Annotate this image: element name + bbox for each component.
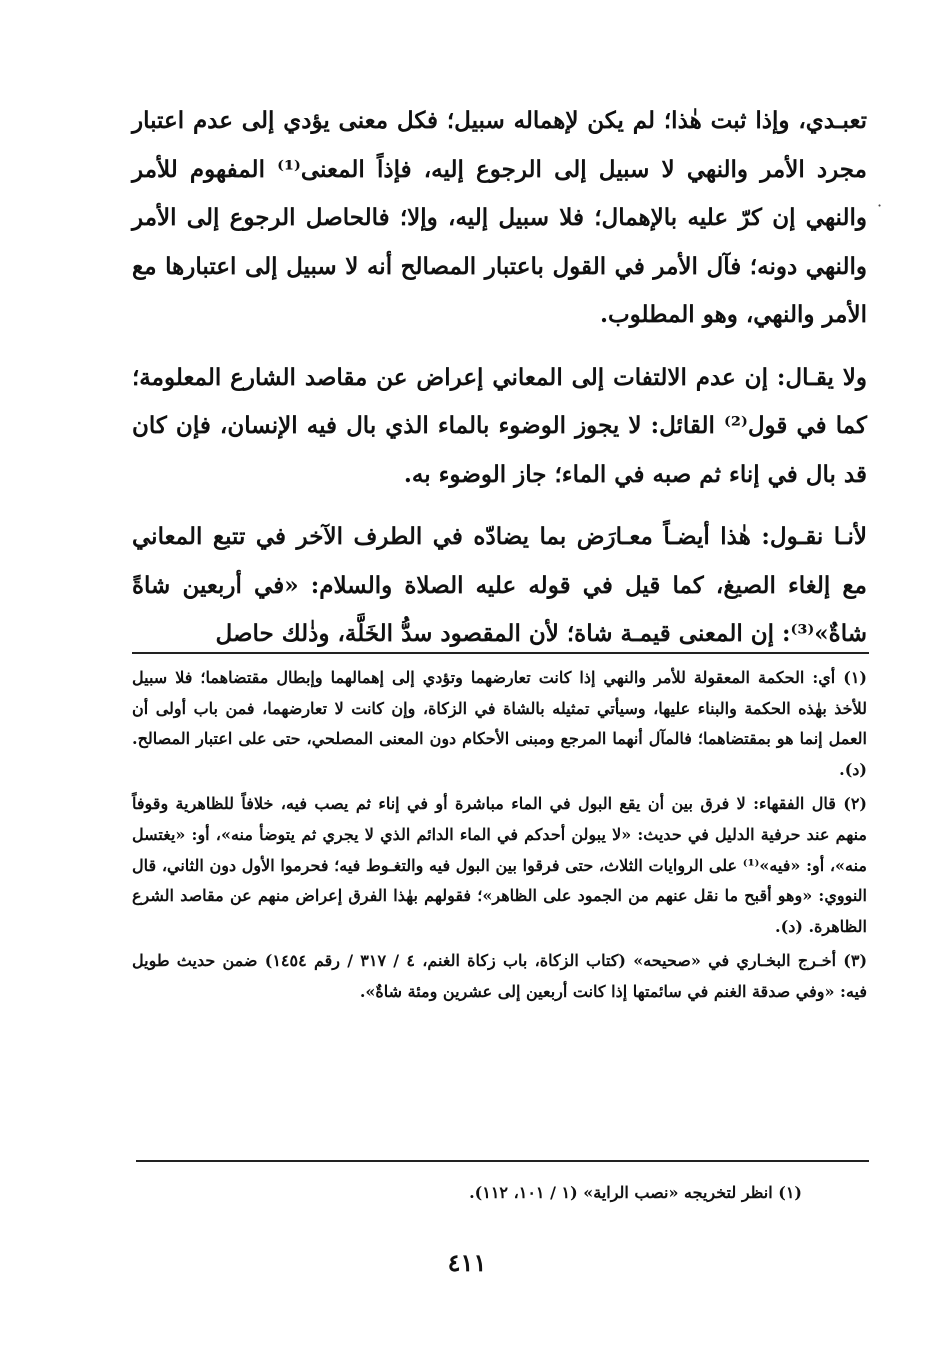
footnote-divider [132, 652, 869, 654]
sub-footnote: (١) انظر لتخريجه «نصب الراية» (١ / ١٠١، ١١٢). [469, 1183, 802, 1202]
body-paragraph-2: ولا يقـال: إن عدم الالتفات إلى المعاني إعراض عن مقاصد الشارع المعلومة؛ كما في قول⁽²⁾ القائل: لا يجوز الوضوء بالماء الذي بال فيه الإنسان، فإن كان قد بال في إناء ثم صبه في الماء؛ جاز الوضوء به. [132, 363, 867, 488]
margin-mark: · [877, 196, 883, 215]
footnote-1: (١) أي: الحكمة المعقولة للأمر والنهي إذا كانت تعارضهما وتؤدي إلى إهمالهما وإبطال مقتضاهما؛ فلا سبيل للأخذ بهٰذه الحكمة والبناء عليها، وسيأتي تمثيله بالشاة في الزكاة، وإن كانت لا تعارضهما، فمن باب أولى أن العمل إنما هو بمقتضاهما؛ فالمآل أنهما المرجع ومبنى الأحكام دون المعنى المصلحي، حتى على اعتبار المصالح. (د). [132, 668, 867, 779]
body-paragraph-1: تعبـدي، وإذا ثبت هٰذا؛ لم يكن لإهماله سبيل؛ فكل معنى يؤدي إلى عدم اعتبار مجرد الأمر والنهي لا سبيل إلى الرجوع إليه، فإذاً المعنى⁽¹⁾ المفهوم للأمر والنهي إن كرّ عليه بالإهمال؛ فلا سبيل إليه، وإلا؛ فالحاصل الرجوع إلى الأمر والنهي دونه؛ فآل الأمر في القول باعتبار المصالح أنه لا سبيل إلى اعتبارها مع الأمر والنهي، وهو المطلوب. [132, 107, 867, 328]
sub-footnote-divider [136, 1160, 869, 1162]
footnotes-block [132, 663, 867, 1008]
body-paragraph-3: لأنـا نقـول: هٰذا أيضـاً معـارَض بما يضادّه في الطرف الآخر في تتبع المعاني مع إلغاء الصيغ، كما قيل في قوله عليه الصلاة والسلام: «في أربعين شاةً شاةٌ»⁽³⁾: إن المعنى قيمـة شاة؛ لأن المقصود سدُّ الخَلَّة، وذٰلك حاصل [132, 523, 867, 647]
main-text-block [132, 97, 867, 659]
footnote-3: (٣) أخـرج البخـاري في «صحيحه» (كتاب الزكاة، باب زكاة الغنم، ٤ / ٣١٧ / رقم ١٤٥٤) ضمن حديث طويل فيه: «وفي صدقة الغنم في سائمتها إذا كانت أربعين إلى عشرين ومئة شاةٌ». [132, 951, 868, 1001]
page-number: ٤١١ [447, 1248, 487, 1277]
footnote-2: (٢) قال الفقهاء: لا فرق بين أن يقع البول في الماء مباشرة أو في إناء ثم يصب فيه، خلافاً للظاهرية وقوفاً منهم عند حرفية الدليل في حديث: «لا يبولن أحدكم في الماء الدائم الذي لا يجري ثم يتوضأ منه»، أو: «يغتسل منه»، أو: «فيه»⁽¹⁾ على الروايات الثلاث، حتى فرقوا بين البول فيه والتغـوط فيه؛ فحرموا الأول دون الثاني، قال النووي: «وهو أقبح ما نقل عنهم من الجمود على الظاهر»؛ فقولهم بهٰذا الفرق إعراض منهم عن مقاصد الشرع الظاهرة. (د). [132, 794, 867, 936]
